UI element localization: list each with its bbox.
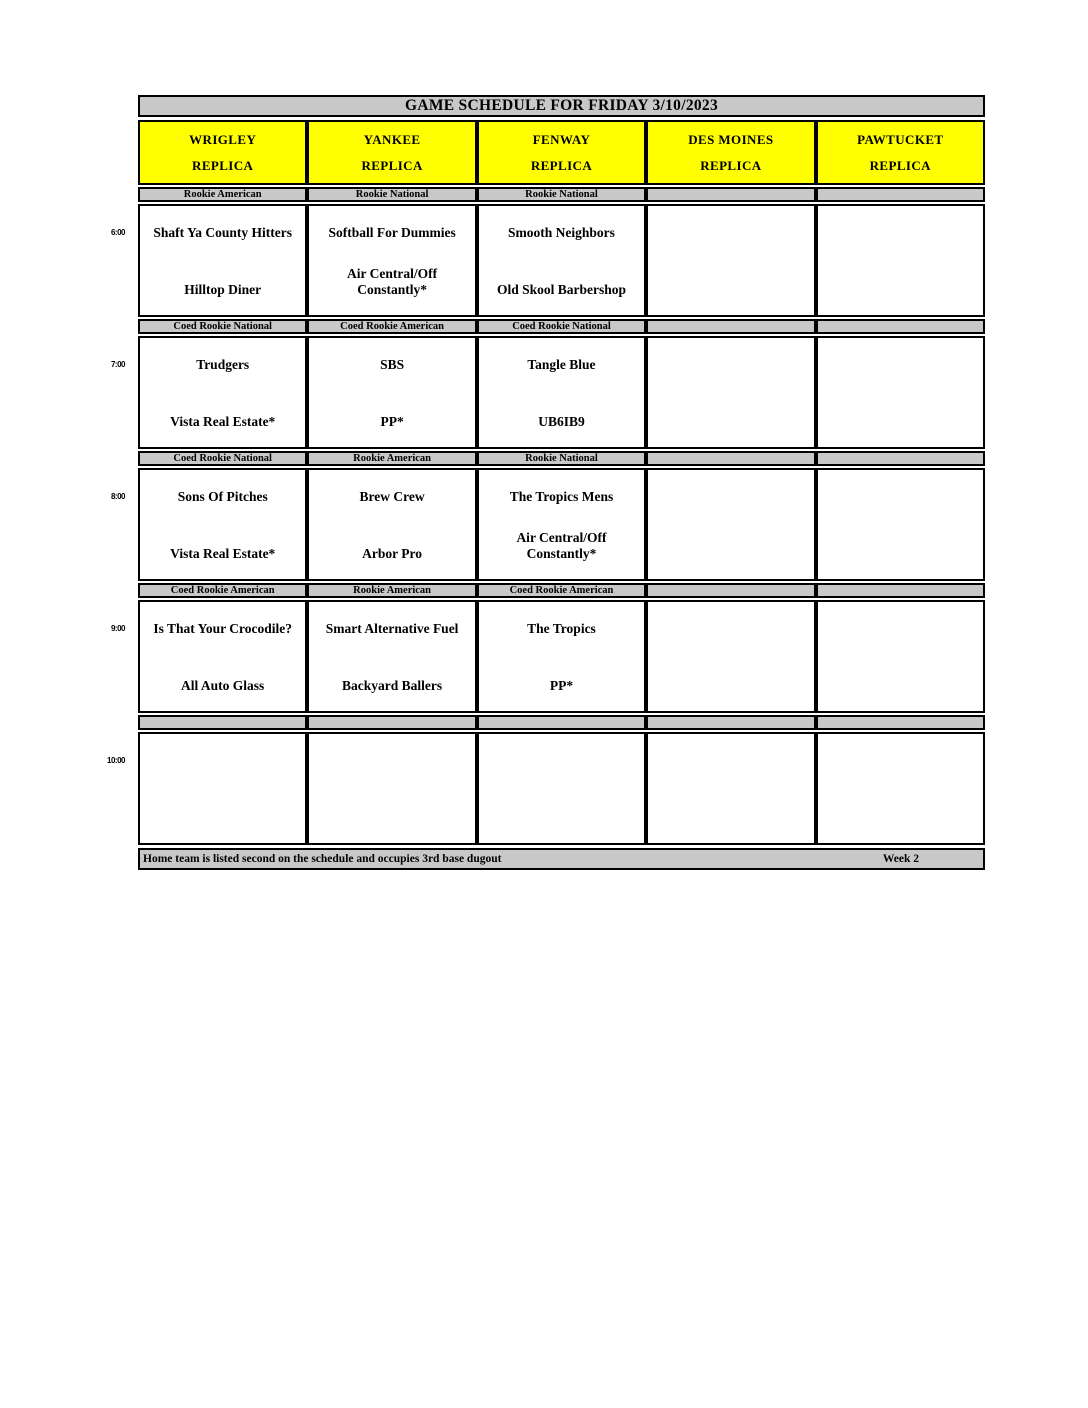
home-team: Air Central/Off Constantly*: [347, 266, 438, 297]
venue-header-wrigley: [138, 120, 307, 185]
league-label: [816, 319, 985, 334]
home-team: Backyard Ballers: [342, 678, 443, 693]
game-cell: [646, 468, 815, 581]
league-label: Rookie National: [477, 451, 646, 466]
venue-type: REPLICA: [192, 157, 254, 173]
game-cell: [816, 204, 985, 317]
league-strip-row: [138, 187, 985, 202]
game-cell: [138, 468, 307, 581]
home-team: Vista Real Estate*: [170, 546, 276, 561]
home-team: Air Central/Off Constantly*: [516, 530, 607, 561]
game-cell: [816, 600, 985, 713]
away-team: Is That Your Crocodile?: [153, 621, 293, 636]
away-team: The Tropics Mens: [509, 489, 614, 504]
league-strip-row: [138, 715, 985, 730]
game-cell: [307, 336, 476, 449]
league-label: [646, 583, 815, 598]
game-row: [138, 336, 985, 449]
venue-header-des-moines: [646, 120, 815, 185]
home-team: Vista Real Estate*: [170, 414, 276, 429]
home-team: PP*: [380, 414, 404, 429]
league-label: Coed Rookie American: [138, 583, 307, 598]
league-label: [138, 715, 307, 730]
league-label: [816, 583, 985, 598]
footer-week: Week 2: [882, 853, 919, 865]
league-label: Rookie American: [307, 451, 476, 466]
venue-type: REPLICA: [361, 157, 423, 173]
game-cell: [477, 732, 646, 845]
league-label: [816, 451, 985, 466]
venue-name: WRIGLEY: [189, 131, 257, 147]
home-team: Arbor Pro: [362, 546, 423, 561]
game-cell: [646, 204, 815, 317]
footer-note: Home team is listed second on the schedule and occupies 3rd base dugout: [143, 853, 502, 865]
game-cell: [646, 600, 815, 713]
league-label: [816, 715, 985, 730]
league-label: Rookie American: [307, 583, 476, 598]
game-cell: [307, 600, 476, 713]
league-label: [477, 715, 646, 730]
home-team: Hilltop Diner: [184, 282, 262, 297]
game-cell: [138, 336, 307, 449]
schedule-rows: [138, 187, 985, 845]
league-label: Rookie National: [477, 187, 646, 202]
game-cell: [646, 732, 815, 845]
game-cell: [477, 204, 646, 317]
league-strip-row: [138, 451, 985, 466]
away-team: Tangle Blue: [527, 357, 596, 372]
away-team: Shaft Ya County Hitters: [153, 225, 293, 240]
league-strip-row: [138, 319, 985, 334]
league-label: Coed Rookie American: [307, 319, 476, 334]
time-label: 9:00: [110, 624, 125, 633]
league-label: Rookie National: [307, 187, 476, 202]
venue-name: YANKEE: [363, 131, 421, 147]
venue-header-fenway: [477, 120, 646, 185]
away-team: The Tropics: [527, 621, 596, 636]
venue-header-row: [138, 120, 985, 185]
game-cell: [816, 732, 985, 845]
home-team: UB6IB9: [538, 414, 585, 429]
game-cell: [816, 468, 985, 581]
venue-type: REPLICA: [530, 157, 593, 173]
game-cell: [138, 732, 307, 845]
venue-name: DES MOINES: [688, 131, 774, 147]
time-label: 10:00: [107, 756, 125, 765]
league-label: [646, 187, 815, 202]
league-label: Coed Rookie American: [477, 583, 646, 598]
away-team: SBS: [380, 357, 405, 372]
away-team: Smart Alternative Fuel: [325, 621, 459, 636]
venue-header-pawtucket: [816, 120, 985, 185]
game-cell: [477, 336, 646, 449]
league-label: [646, 451, 815, 466]
game-cell: [816, 336, 985, 449]
schedule-title: GAME SCHEDULE FOR FRIDAY 3/10/2023: [138, 95, 985, 117]
home-team: PP*: [549, 678, 574, 693]
league-label: Rookie American: [138, 187, 307, 202]
away-team: Softball For Dummies: [328, 225, 456, 240]
game-cell: [307, 732, 476, 845]
venue-type: REPLICA: [869, 157, 931, 173]
game-cell: [307, 204, 476, 317]
game-row: [138, 468, 985, 581]
away-team: Sons Of Pitches: [177, 489, 268, 504]
league-strip-row: [138, 583, 985, 598]
game-cell: [646, 336, 815, 449]
away-team: Trudgers: [196, 357, 250, 372]
game-cell: [307, 468, 476, 581]
league-label: [646, 715, 815, 730]
footer-bar: [138, 848, 985, 870]
league-label: Coed Rookie National: [138, 451, 307, 466]
game-cell: [138, 204, 307, 317]
game-cell: [477, 468, 646, 581]
league-label: [646, 319, 815, 334]
league-label: [816, 187, 985, 202]
venue-header-yankee: [307, 120, 476, 185]
home-team: Old Skool Barbershop: [496, 282, 627, 297]
away-team: Smooth Neighbors: [508, 225, 615, 240]
league-label: [307, 715, 476, 730]
game-cell: [477, 600, 646, 713]
game-cell: [138, 600, 307, 713]
league-label: Coed Rookie National: [477, 319, 646, 334]
game-row: [138, 600, 985, 713]
home-team: All Auto Glass: [181, 678, 265, 693]
game-row: [138, 204, 985, 317]
time-label: 8:00: [110, 492, 125, 501]
time-label: 6:00: [110, 228, 125, 237]
schedule-table: [138, 95, 985, 870]
venue-name: FENWAY: [532, 131, 591, 147]
away-team: Brew Crew: [359, 489, 425, 504]
game-row: [138, 732, 985, 845]
league-label: Coed Rookie National: [138, 319, 307, 334]
time-label: 7:00: [110, 360, 125, 369]
venue-type: REPLICA: [700, 157, 762, 173]
venue-name: PAWTUCKET: [857, 131, 944, 147]
